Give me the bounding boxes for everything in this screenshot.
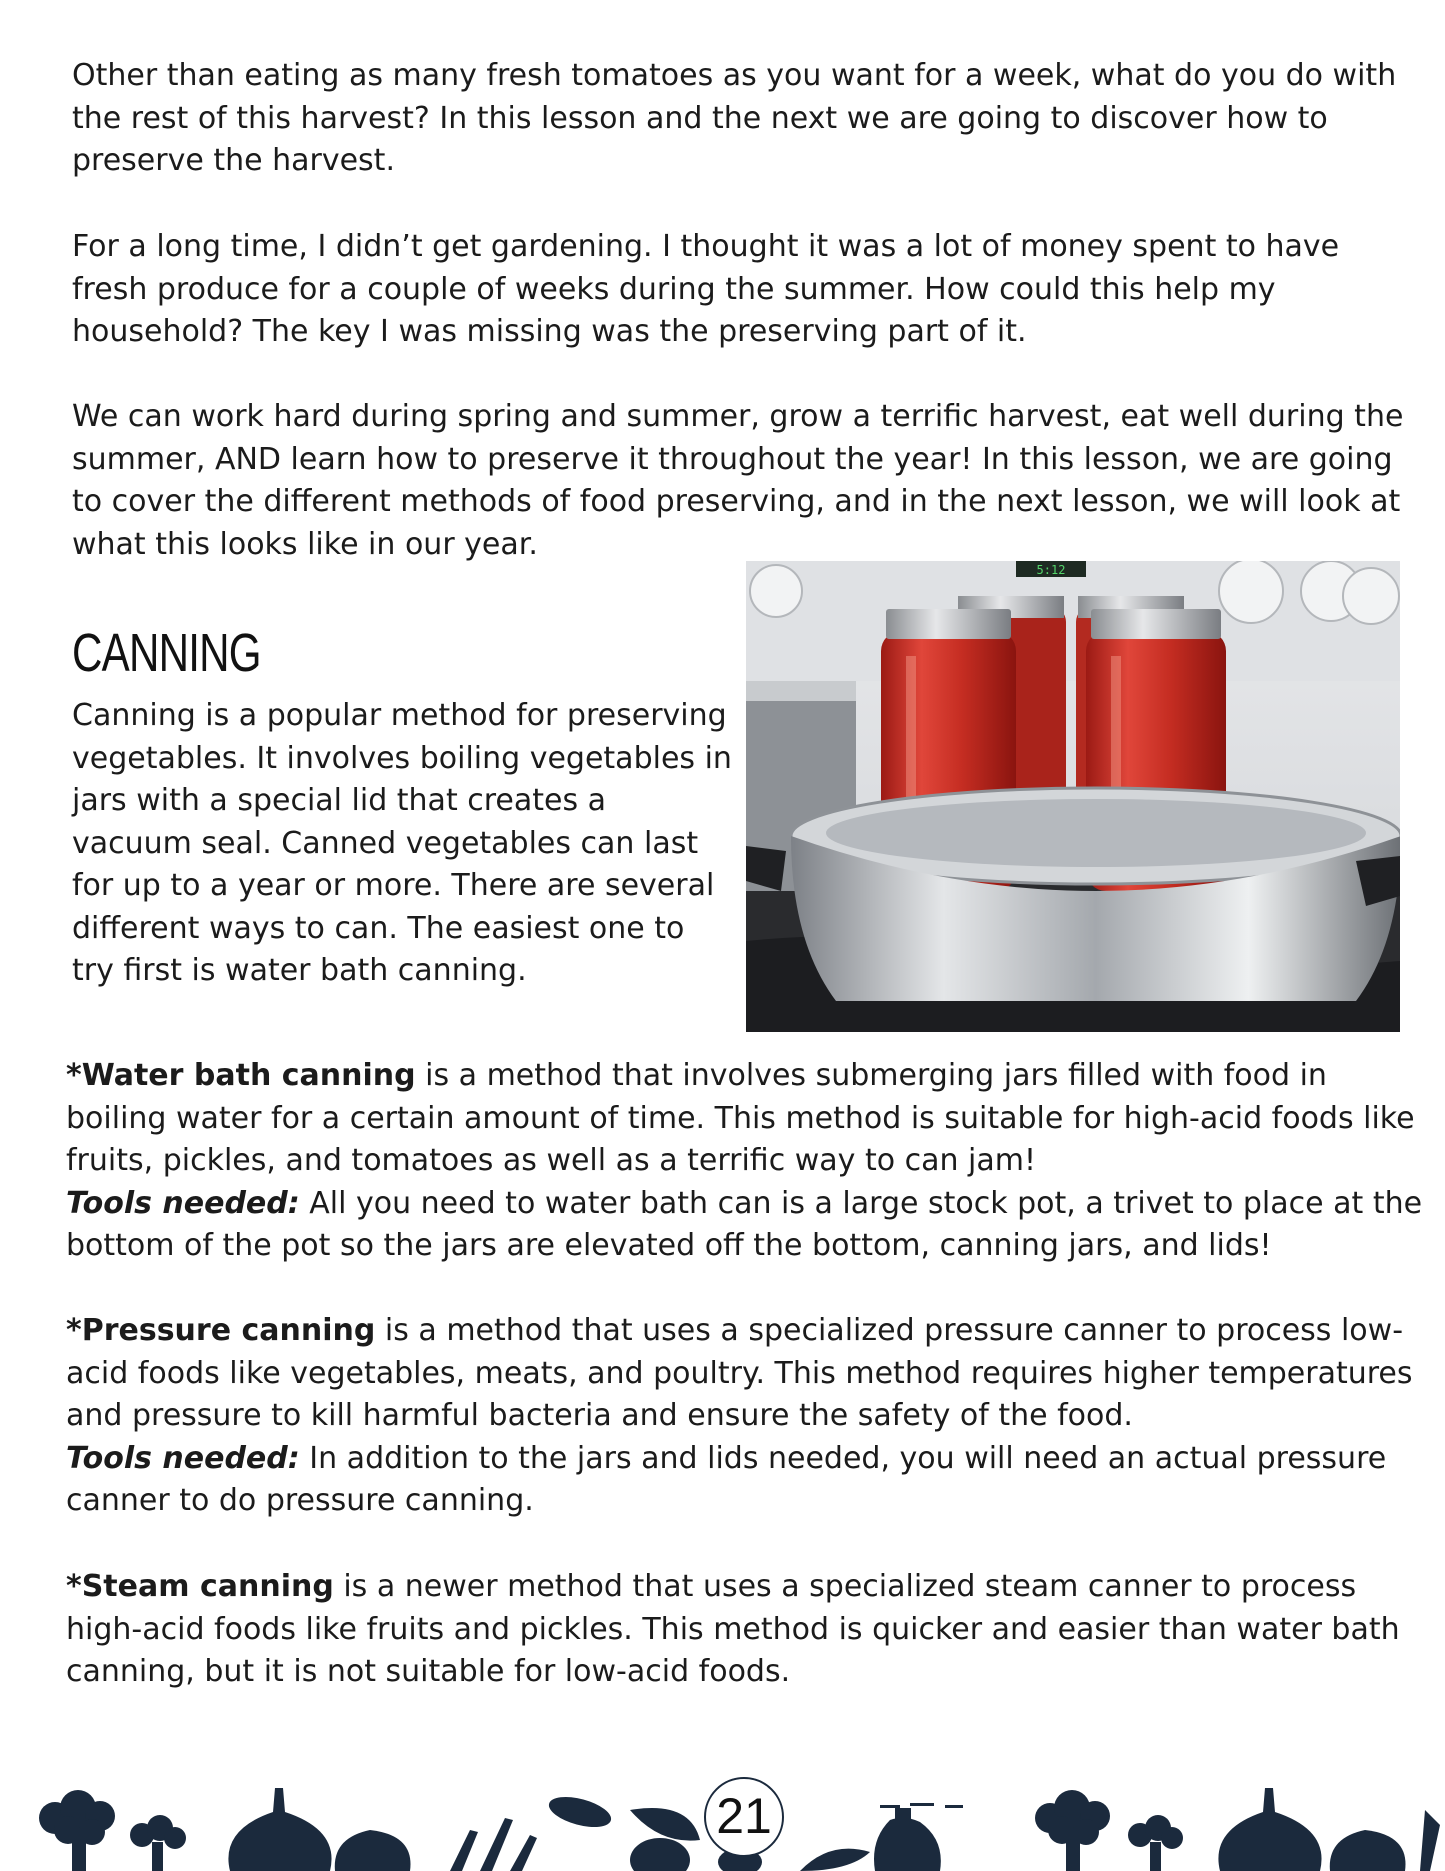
broccoli-icon xyxy=(1035,1790,1110,1871)
onion-icon xyxy=(228,1788,331,1871)
pressure-tools-label: Tools needed: xyxy=(66,1440,300,1476)
water-bath-tools-text: All you need to water bath can is a large stock pot, a trivet to place at the bottom of the pot so the jars are elevated off the bottom, canning jars, and lids! xyxy=(66,1185,1423,1263)
canning-jars-photo xyxy=(746,561,1400,1032)
pressure-description: is a method that uses a specialized pressure canner to process low-acid foods like vegetables, meats, and poultry. This method requires higher temperatures and pressure to kill harmful bacteria and ensure the safety of the food. xyxy=(66,1313,1413,1433)
pressure-tools-text: In addition to the jars and lids needed, you will need an actual pressure canner to do pressure canning. xyxy=(66,1440,1387,1518)
oven-display-text: 5:12 xyxy=(1036,563,1066,577)
water-bath-bullet: * xyxy=(66,1058,82,1093)
canning-intro-paragraph: Canning is a popular method for preserving vegetables. It involves boiling vegetables in jars with a special lid that creates a vacuum seal. Canned vegetables can last for up to a year or more. There are several different ways to can. The easiest one to try first is water bath canning. xyxy=(72,698,732,988)
eggplant-icon xyxy=(874,1808,941,1871)
steam-term: Steam canning xyxy=(81,1569,334,1604)
herb-sprig-icon xyxy=(450,1818,537,1871)
water-bath-tools-label: Tools needed: xyxy=(66,1185,300,1221)
page-number: 21 xyxy=(704,1777,784,1857)
onion-icon xyxy=(335,1830,411,1871)
water-bath-canning-block xyxy=(66,1055,1426,1268)
broccoli-icon xyxy=(1128,1815,1183,1871)
steam-bullet: * xyxy=(66,1569,82,1604)
water-bath-description: is a method that involves submerging jars filled with food in boiling water for a certain amount of time. This method is suitable for high-acid foods like fruits, pickles, and tomatoes as well as a terrific way to can jam! xyxy=(66,1058,1415,1178)
leaf-icon xyxy=(546,1791,700,1840)
intro-paragraph-1: Other than eating as many fresh tomatoes as you want for a week, what do you do with the rest of this harvest? In this lesson and the next we are going to discover how to preserve the harvest. xyxy=(72,58,1397,178)
broccoli-icon xyxy=(130,1815,186,1871)
leaf-icon xyxy=(800,1849,870,1871)
water-bath-term: Water bath canning xyxy=(81,1058,416,1093)
pressure-term: Pressure canning xyxy=(81,1313,376,1348)
onion-icon xyxy=(1218,1788,1321,1871)
intro-paragraph-2: For a long time, I didn’t get gardening. I thought it was a lot of money spent to have fresh produce for a couple of weeks during the summer. How could this help my household? The key I was missing was the preserving part of it. xyxy=(72,229,1340,349)
steam-canning-block xyxy=(66,1566,1426,1694)
broccoli-icon xyxy=(39,1790,115,1871)
canning-heading: CANNING xyxy=(72,623,261,683)
pressure-bullet: * xyxy=(66,1313,82,1348)
onion-icon xyxy=(1330,1830,1406,1871)
intro-paragraph-3: We can work hard during spring and summer, grow a terrific harvest, eat well during the summer, AND learn how to preserve it throughout the year! In this lesson, we are going to cover the different methods of food preserving, and in the next lesson, we will look at what this looks like in our year. xyxy=(72,399,1404,562)
steam-description: is a newer method that uses a specialized steam canner to process high-acid foods like fruits and pickles. This method is quicker and easier than water bath canning, but it is not suitable for low-acid foods. xyxy=(66,1569,1400,1689)
pressure-canning-block xyxy=(66,1310,1426,1523)
